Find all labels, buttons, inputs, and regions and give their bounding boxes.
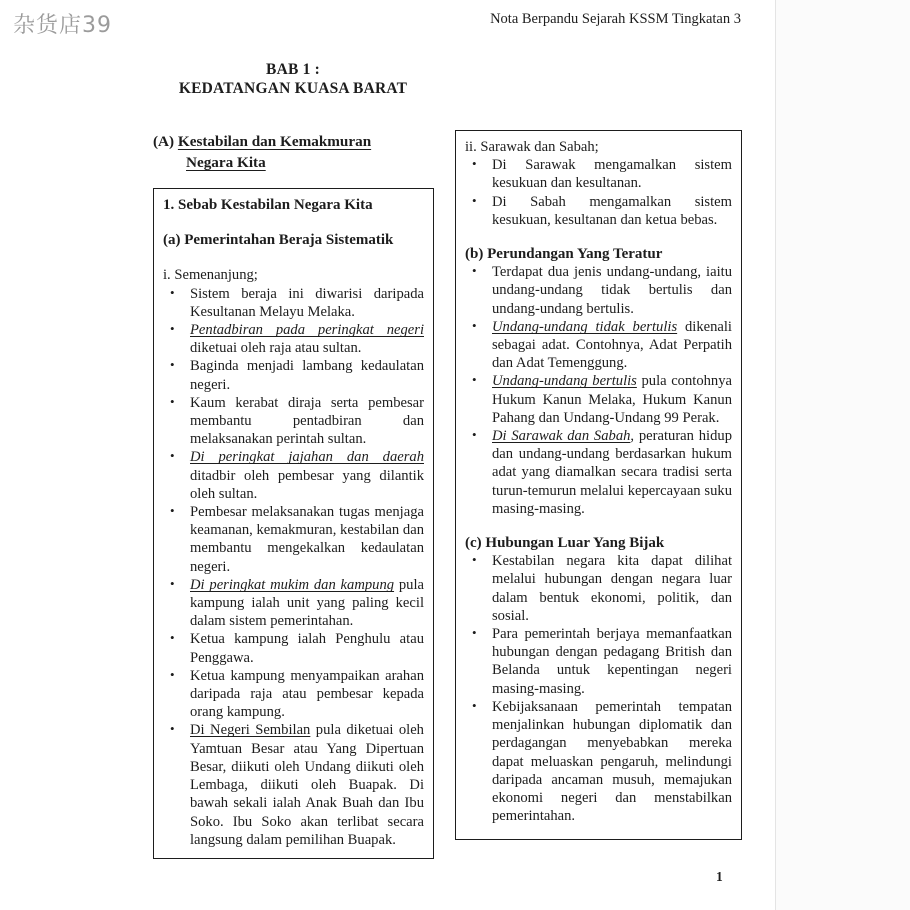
bullet-icon: • [472, 192, 477, 208]
chapter-title [153, 60, 433, 98]
bullet-icon: • [170, 630, 175, 646]
chapter-title-line2: KEDATANGAN KUASA BARAT [178, 80, 408, 97]
list-item: • Undang-undang tidak bertulis dikenali sebagai adat. Contohnya, Adat Perpatih dan Adat Temenggung. [472, 317, 732, 372]
chapter-title-line1: BAB 1 : [266, 61, 320, 78]
bullet-icon: • [472, 697, 477, 713]
list-item: • Di peringkat mukim dan kampung pula kampung ialah unit yang paling kecil dalam sistem pemerintahan. [170, 575, 424, 630]
watermark: 杂货店39 [13, 13, 112, 38]
list-item: • Baginda menjadi lambang kedaulatan negeri. [170, 357, 424, 393]
list-item: • Di Sabah mengamalkan sistem kesukuan, kesultanan dan ketua bebas. [472, 192, 732, 228]
running-header: Nota Berpandu Sejarah KSSM Tingkatan 3 [490, 11, 741, 27]
bullet-icon: • [472, 427, 477, 443]
list-item: • Di Sarawak mengamalkan sistem kesukuan dan kesultanan. [472, 156, 732, 192]
page-edge-line [775, 0, 776, 910]
box-heading: (a) Pemerintahan Beraja Sistematik [163, 232, 394, 249]
list-item: • Undang-undang bertulis pula contohnya Hukum Kanun Melaka, Hukum Kanun Pahang dan Undang-Undang 99 Perak. [472, 372, 732, 426]
bullet-icon: • [170, 666, 175, 682]
list-item: • Pembesar melaksanakan tugas menjaga keamanan, kemakmuran, kestabilan dan membantu mengekalkan kedaulatan negeri. [170, 503, 424, 575]
bullet-icon: • [472, 263, 477, 279]
list-item: • Sistem beraja ini diwarisi daripada Kesultanan Melayu Melaka. [170, 284, 424, 320]
bullet-icon: • [472, 372, 477, 388]
list-item: • Ketua kampung ialah Penghulu atau Penggawa. [170, 630, 424, 666]
bullet-icon: • [170, 321, 175, 337]
list-item: • Di Sarawak dan Sabah, peraturan hidup dan undang-undang berdasarkan hukum adat yang diamalkan secara tradisi serta turun-temurun melalui kepercayaan suku masing-masing. [472, 427, 732, 517]
bullet-icon: • [170, 284, 175, 300]
bullet-icon: • [170, 503, 175, 519]
list-item: • Di Negeri Sembilan pula diketuai oleh Yamtuan Besar atau Yang Dipertuan Besar, diikuti oleh Undang diikuti oleh Lembaga, diikuti oleh Buapak. Di bawah sekali ialah Anak Buah dan Ibu Soko. Ibu Soko akan terlibat secara langsung dalam pemilihan Buapak. [170, 721, 424, 848]
section-a-line2: Negara Kita [186, 154, 266, 171]
bullet-icon: • [170, 357, 175, 373]
right-column-box [455, 130, 742, 840]
bullet-icon: • [472, 552, 477, 568]
section-a-line1: Kestabilan dan Kemakmuran [177, 133, 372, 150]
section-a-index: (A) [153, 133, 178, 150]
page-number: 1 [716, 869, 723, 884]
bullet-icon: • [170, 575, 175, 591]
box-heading: (c) Hubungan Luar Yang Bijak [465, 535, 665, 552]
section-a-heading [153, 131, 453, 173]
box-heading: 1. Sebab Kestabilan Negara Kita [163, 197, 373, 213]
list-item: • Di peringkat jajahan dan daerah ditadbir oleh pembesar yang dilantik oleh sultan. [170, 448, 424, 502]
bullet-icon: • [472, 317, 477, 333]
list-item: • Kaum kerabat diraja serta pembesar membantu pentadbiran dan melaksanakan perintah sultan. [170, 393, 424, 448]
list-item: • Terdapat dua jenis undang-undang, iaitu undang-undang tidak bertulis dan undang-undang bertulis. [472, 263, 732, 317]
list-item: • Pentadbiran pada peringkat negeri diketuai oleh raja atau sultan. [170, 321, 424, 357]
bullet-icon: • [472, 156, 477, 172]
bullet-icon: • [170, 448, 175, 464]
scan-right-margin [776, 0, 910, 910]
list-item: • Kestabilan negara kita dapat dilihat melalui hubungan dengan negara luar dalam bentuk ekonomi, politik, dan sosial. [472, 552, 732, 624]
list-label: ii. Sarawak dan Sabah; [465, 139, 599, 155]
list-item: • Para pemerintah berjaya memanfaatkan hubungan dengan pedagang British dan Belanda untuk kepentingan negeri masing-masing. [472, 625, 732, 697]
left-column-box [153, 188, 434, 859]
list-item: • Ketua kampung menyampaikan arahan daripada raja atau pembesar kepada orang kampung. [170, 666, 424, 721]
bullet-icon: • [170, 393, 175, 409]
list-label: i. Semenanjung; [163, 267, 258, 284]
box-heading: (b) Perundangan Yang Teratur [465, 246, 663, 263]
bullet-icon: • [472, 625, 477, 641]
bullet-icon: • [170, 721, 175, 737]
list-item: • Kebijaksanaan pemerintah tempatan menjalinkan hubungan diplomatik dan perdagangan menyebabkan mereka dapat meluaskan pengaruh, melindungi daripada ancaman musuh, memajukan ekonomi negeri dan menstabilkan pemerintahan. [472, 697, 732, 825]
